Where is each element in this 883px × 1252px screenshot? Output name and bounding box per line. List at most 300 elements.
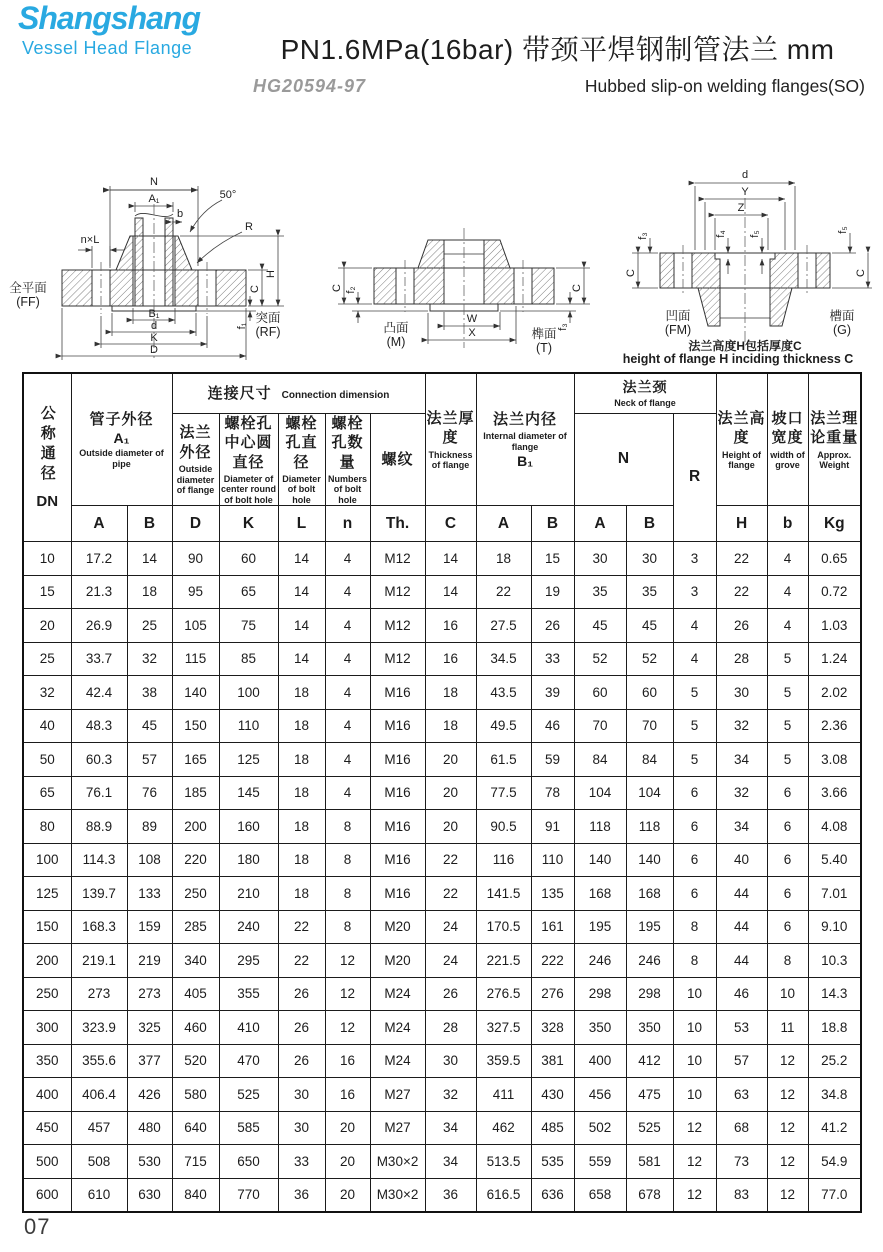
table-cell: 32 <box>716 709 767 743</box>
table-cell: 18 <box>278 676 325 710</box>
table-cell: 300 <box>23 1011 71 1045</box>
table-cell: 5 <box>673 743 716 777</box>
table-cell: 405 <box>172 977 219 1011</box>
table-cell: M16 <box>370 676 425 710</box>
table-cell: 5 <box>673 676 716 710</box>
table-cell: 26 <box>278 977 325 1011</box>
table-cell: 22 <box>425 843 476 877</box>
dim-label-C-right: C <box>855 269 867 277</box>
table-cell: 22 <box>278 910 325 944</box>
table-cell: 22 <box>716 542 767 576</box>
table-cell: 84 <box>574 743 626 777</box>
table-cell: 60 <box>626 676 673 710</box>
col-header-flange-od: 法兰外径 Outside diameter of flange <box>172 413 219 506</box>
table-row <box>23 575 861 609</box>
dim-label-C-left: C <box>331 284 343 292</box>
table-cell: 20 <box>425 743 476 777</box>
table-cell: 168.3 <box>71 910 127 944</box>
table-cell: 25 <box>127 609 172 643</box>
table-cell: 10 <box>673 1044 716 1078</box>
table-cell: 33 <box>531 642 574 676</box>
table-cell: 1.24 <box>808 642 861 676</box>
table-cell: 34 <box>716 810 767 844</box>
table-cell: 400 <box>23 1078 71 1112</box>
table-cell: 5 <box>767 743 808 777</box>
table-cell: 40 <box>23 709 71 743</box>
table-cell: 381 <box>531 1044 574 1078</box>
table-cell: 18 <box>278 843 325 877</box>
face-label-m-cn: 凸面 <box>383 321 409 335</box>
table-cell: 105 <box>172 609 219 643</box>
table-cell: 457 <box>71 1111 127 1145</box>
table-cell: 535 <box>531 1145 574 1179</box>
table-cell: 12 <box>767 1145 808 1179</box>
table-row <box>23 676 861 710</box>
table-cell: 45 <box>127 709 172 743</box>
col-header-thickness: 法兰厚度 Thickness of flange <box>425 373 476 506</box>
table-cell: 475 <box>626 1078 673 1112</box>
table-cell: 141.5 <box>476 877 531 911</box>
table-cell: 90 <box>172 542 219 576</box>
table-cell: 26 <box>425 977 476 1011</box>
table-cell: 89 <box>127 810 172 844</box>
table-cell: 34 <box>425 1145 476 1179</box>
table-cell: 8 <box>325 843 370 877</box>
table-cell: 20 <box>325 1178 370 1212</box>
table-cell: 298 <box>574 977 626 1011</box>
table-cell: 4 <box>325 709 370 743</box>
table-cell: 6 <box>673 877 716 911</box>
symbol-D: D <box>172 506 219 542</box>
table-cell: 400 <box>574 1044 626 1078</box>
symbol-b: b <box>767 506 808 542</box>
table-cell: 114.3 <box>71 843 127 877</box>
table-row <box>23 1044 861 1078</box>
table-cell: 46 <box>716 977 767 1011</box>
table-cell: 221.5 <box>476 944 531 978</box>
table-cell: 185 <box>172 776 219 810</box>
table-cell: 43.5 <box>476 676 531 710</box>
table-cell: 17.2 <box>71 542 127 576</box>
table-cell: 4 <box>673 642 716 676</box>
table-cell: 6 <box>767 776 808 810</box>
table-cell: 4 <box>325 642 370 676</box>
table-cell: 520 <box>172 1044 219 1078</box>
table-cell: 4 <box>767 609 808 643</box>
table-cell: 26.9 <box>71 609 127 643</box>
table-cell: 88.9 <box>71 810 127 844</box>
table-row <box>23 877 861 911</box>
table-cell: 20 <box>325 1111 370 1145</box>
table-cell: 658 <box>574 1178 626 1212</box>
table-cell: 580 <box>172 1078 219 1112</box>
col-header-height: 法兰高度 Height of flange <box>716 373 767 506</box>
table-cell: 32 <box>425 1078 476 1112</box>
table-cell: 12 <box>673 1178 716 1212</box>
logo-tagline: Vessel Head Flange <box>22 37 193 58</box>
table-cell: 4 <box>325 676 370 710</box>
table-cell: 219.1 <box>71 944 127 978</box>
table-cell: 54.9 <box>808 1145 861 1179</box>
table-cell: M16 <box>370 843 425 877</box>
table-cell: 195 <box>626 910 673 944</box>
table-cell: M20 <box>370 910 425 944</box>
col-header-pipe-od: 管子外径 A₁ Outside diameter of pipe <box>71 373 172 506</box>
table-cell: 24 <box>425 910 476 944</box>
table-cell: 410 <box>219 1011 278 1045</box>
table-cell: 14 <box>278 609 325 643</box>
table-cell: 10 <box>673 1078 716 1112</box>
table-row <box>23 776 861 810</box>
face-label-rf-cn: 突面 <box>255 311 281 325</box>
col-header-neck-r: R <box>673 413 716 542</box>
table-cell: 61.5 <box>476 743 531 777</box>
table-cell: 6 <box>767 877 808 911</box>
table-cell: 840 <box>172 1178 219 1212</box>
table-cell: 210 <box>219 877 278 911</box>
table-cell: 44 <box>716 877 767 911</box>
col-header-internal-d: 法兰内径 Internal diameter of flange B₁ <box>476 373 574 506</box>
table-cell: 39 <box>531 676 574 710</box>
table-cell: M20 <box>370 944 425 978</box>
face-label-g-cn: 槽面 <box>829 309 855 323</box>
page-title: PN1.6MPa(16bar) 带颈平焊钢制管法兰 mm <box>280 34 835 65</box>
dim-label-nxL: n×L <box>80 234 100 246</box>
table-cell: 139.7 <box>71 877 127 911</box>
table-cell: 525 <box>626 1111 673 1145</box>
table-cell: 770 <box>219 1178 278 1212</box>
standard-row <box>253 76 865 97</box>
symbol-n: n <box>325 506 370 542</box>
table-cell: 200 <box>172 810 219 844</box>
table-cell: 20 <box>425 810 476 844</box>
table-cell: 118 <box>574 810 626 844</box>
table-cell: 18 <box>278 709 325 743</box>
table-cell: 4 <box>325 575 370 609</box>
symbol-L: L <box>278 506 325 542</box>
table-cell: 57 <box>127 743 172 777</box>
table-cell: 168 <box>574 877 626 911</box>
table-cell: 30 <box>574 542 626 576</box>
table-cell: 359.5 <box>476 1044 531 1078</box>
table-cell: 170.5 <box>476 910 531 944</box>
table-row <box>23 1145 861 1179</box>
dim-label-d: d <box>150 320 158 332</box>
dim-label-d: d <box>741 169 749 181</box>
table-row <box>23 843 861 877</box>
table-row <box>23 1011 861 1045</box>
table-cell: 8 <box>673 944 716 978</box>
table-cell: 610 <box>71 1178 127 1212</box>
table-cell: 616.5 <box>476 1178 531 1212</box>
dim-label-Y: Y <box>741 186 749 198</box>
table-cell: 715 <box>172 1145 219 1179</box>
table-cell: 298 <box>626 977 673 1011</box>
table-cell: 460 <box>172 1011 219 1045</box>
table-cell: 15 <box>23 575 71 609</box>
table-cell: 246 <box>626 944 673 978</box>
dim-label-angle: 50° <box>219 189 237 201</box>
table-cell: 30 <box>278 1078 325 1112</box>
table-row <box>23 1078 861 1112</box>
table-cell: 161 <box>531 910 574 944</box>
dim-label-W: W <box>466 313 478 325</box>
table-cell: 41.2 <box>808 1111 861 1145</box>
table-cell: M16 <box>370 877 425 911</box>
table-cell: 25 <box>23 642 71 676</box>
table-cell: 8 <box>325 810 370 844</box>
table-cell: 22 <box>476 575 531 609</box>
table-cell: 50 <box>23 743 71 777</box>
table-cell: 12 <box>767 1111 808 1145</box>
col-header-thread: 螺纹 <box>370 413 425 506</box>
table-cell: 18 <box>278 877 325 911</box>
table-cell: 3.66 <box>808 776 861 810</box>
table-cell: 34 <box>425 1111 476 1145</box>
table-cell: 28 <box>716 642 767 676</box>
table-cell: 77.0 <box>808 1178 861 1212</box>
table-cell: 5.40 <box>808 843 861 877</box>
table-cell: 250 <box>172 877 219 911</box>
table-cell: 116 <box>476 843 531 877</box>
table-cell: 20 <box>325 1145 370 1179</box>
table-cell: 28 <box>425 1011 476 1045</box>
table-cell: 470 <box>219 1044 278 1078</box>
table-cell: 48.3 <box>71 709 127 743</box>
table-cell: 6 <box>767 810 808 844</box>
table-cell: 14 <box>127 542 172 576</box>
dim-label-C-left: C <box>625 269 637 277</box>
table-cell: 18 <box>278 810 325 844</box>
dim-label-f5: f₅ <box>749 230 761 238</box>
face-label-m-code: (M) <box>386 335 406 349</box>
flange-drawing-fm-g <box>620 158 882 366</box>
table-cell: 133 <box>127 877 172 911</box>
table-cell: 40 <box>716 843 767 877</box>
table-cell: 0.72 <box>808 575 861 609</box>
table-cell: 26 <box>278 1011 325 1045</box>
table-cell: 10 <box>673 977 716 1011</box>
table-cell: 24 <box>425 944 476 978</box>
table-cell: 73 <box>716 1145 767 1179</box>
table-cell: 70 <box>574 709 626 743</box>
table-row <box>23 542 861 576</box>
table-cell: 12 <box>767 1178 808 1212</box>
symbol-Th: Th. <box>370 506 425 542</box>
dim-label-A1: A₁ <box>148 193 160 205</box>
table-cell: 285 <box>172 910 219 944</box>
table-cell: 250 <box>23 977 71 1011</box>
table-row <box>23 977 861 1011</box>
col-header-connection: 连接尺寸 Connection dimension <box>172 373 425 413</box>
table-cell: 45 <box>626 609 673 643</box>
table-cell: 5 <box>767 676 808 710</box>
table-cell: 20 <box>23 609 71 643</box>
table-cell: 355.6 <box>71 1044 127 1078</box>
table-cell: 1.03 <box>808 609 861 643</box>
table-cell: 180 <box>219 843 278 877</box>
table-cell: 30 <box>716 676 767 710</box>
symbol-NB: B <box>626 506 673 542</box>
table-cell: 10 <box>23 542 71 576</box>
table-cell: 18 <box>127 575 172 609</box>
table-cell: 34.8 <box>808 1078 861 1112</box>
symbol-H: H <box>716 506 767 542</box>
table-cell: 26 <box>531 609 574 643</box>
table-cell: 350 <box>626 1011 673 1045</box>
dim-label-f3: f₃ <box>557 323 569 331</box>
table-cell: 14 <box>278 575 325 609</box>
table-cell: 53 <box>716 1011 767 1045</box>
table-cell: 36 <box>278 1178 325 1212</box>
table-cell: 60.3 <box>71 743 127 777</box>
symbol-A: A <box>71 506 127 542</box>
company-logo <box>18 2 248 59</box>
technical-drawings <box>0 156 883 366</box>
standard-number: HG20594-97 <box>253 76 367 96</box>
table-cell: 450 <box>23 1111 71 1145</box>
table-cell: M12 <box>370 609 425 643</box>
table-cell: 220 <box>172 843 219 877</box>
table-cell: 30 <box>278 1111 325 1145</box>
table-cell: 630 <box>127 1178 172 1212</box>
table-cell: 640 <box>172 1111 219 1145</box>
table-cell: 90.5 <box>476 810 531 844</box>
symbol-B1A: A <box>476 506 531 542</box>
table-cell: 15 <box>531 542 574 576</box>
table-cell: 18 <box>278 743 325 777</box>
symbol-row <box>23 506 861 542</box>
table-cell: 18.8 <box>808 1011 861 1045</box>
table-cell: 295 <box>219 944 278 978</box>
table-cell: M24 <box>370 1011 425 1045</box>
col-header-bolt-hole-n: 螺栓孔数量 Numbers of bolt hole <box>325 413 370 506</box>
table-cell: 35 <box>574 575 626 609</box>
dim-label-b: b <box>176 208 184 220</box>
table-row <box>23 944 861 978</box>
flange-drawing-ff-rf <box>4 158 304 363</box>
table-cell: M16 <box>370 709 425 743</box>
table-cell: 12 <box>673 1111 716 1145</box>
table-header <box>23 373 861 542</box>
dim-label-Z: Z <box>737 202 745 214</box>
dim-label-f1: f₁ <box>236 322 248 330</box>
table-cell: 411 <box>476 1078 531 1112</box>
table-cell: M16 <box>370 810 425 844</box>
table-cell: 44 <box>716 910 767 944</box>
table-row <box>23 1111 861 1145</box>
flange-spec-table <box>22 372 862 1213</box>
table-cell: 60 <box>574 676 626 710</box>
table-cell: 14.3 <box>808 977 861 1011</box>
table-cell: 525 <box>219 1078 278 1112</box>
table-cell: 150 <box>172 709 219 743</box>
col-header-neck: 法兰颈 Neck of flange <box>574 373 716 413</box>
face-label-ff-code: (FF) <box>16 295 40 309</box>
table-cell: 219 <box>127 944 172 978</box>
table-cell: 65 <box>23 776 71 810</box>
table-cell: 480 <box>127 1111 172 1145</box>
table-cell: 4 <box>673 609 716 643</box>
table-cell: 22 <box>716 575 767 609</box>
table-cell: 195 <box>574 910 626 944</box>
table-cell: 63 <box>716 1078 767 1112</box>
table-row <box>23 910 861 944</box>
table-cell: 8 <box>325 910 370 944</box>
table-cell: 4.08 <box>808 810 861 844</box>
table-cell: 585 <box>219 1111 278 1145</box>
table-cell: 325 <box>127 1011 172 1045</box>
table-cell: 45 <box>574 609 626 643</box>
table-cell: 44 <box>716 944 767 978</box>
table-cell: M16 <box>370 743 425 777</box>
table-cell: 140 <box>172 676 219 710</box>
table-cell: 165 <box>172 743 219 777</box>
table-cell: 65 <box>219 575 278 609</box>
table-cell: 4 <box>325 743 370 777</box>
table-cell: 36 <box>425 1178 476 1212</box>
table-cell: 636 <box>531 1178 574 1212</box>
table-cell: 75 <box>219 609 278 643</box>
table-cell: 559 <box>574 1145 626 1179</box>
table-cell: 3 <box>673 575 716 609</box>
table-cell: 22 <box>278 944 325 978</box>
table-cell: 140 <box>626 843 673 877</box>
table-cell: 26 <box>716 609 767 643</box>
dim-label-f2: f₂ <box>345 286 357 294</box>
table-cell: 16 <box>425 642 476 676</box>
table-cell: 91 <box>531 810 574 844</box>
table-cell: 222 <box>531 944 574 978</box>
face-label-rf-code: (RF) <box>255 325 281 339</box>
table-cell: 168 <box>626 877 673 911</box>
table-cell: 76.1 <box>71 776 127 810</box>
table-cell: 4 <box>767 542 808 576</box>
table-cell: 240 <box>219 910 278 944</box>
col-header-bolt-hole-d: 螺栓孔直径 Diameter of bolt hole <box>278 413 325 506</box>
col-header-weight: 法兰理论重量 Approx. Weight <box>808 373 861 506</box>
table-row <box>23 709 861 743</box>
table-cell: 35 <box>626 575 673 609</box>
table-cell: 33.7 <box>71 642 127 676</box>
face-label-t-cn: 榫面 <box>531 327 557 341</box>
symbol-C: C <box>425 506 476 542</box>
table-cell: 323.9 <box>71 1011 127 1045</box>
drawing-caption-en: height of flange H inciding thickness C <box>622 352 854 366</box>
table-cell: 4 <box>325 609 370 643</box>
table-cell: 200 <box>23 944 71 978</box>
symbol-Kg: Kg <box>808 506 861 542</box>
table-cell: 8 <box>673 910 716 944</box>
spec-table-body <box>23 542 861 1212</box>
table-cell: 350 <box>23 1044 71 1078</box>
table-cell: 456 <box>574 1078 626 1112</box>
col-header-groove-width: 坡口宽度 width of grove <box>767 373 808 506</box>
table-cell: 508 <box>71 1145 127 1179</box>
table-cell: 160 <box>219 810 278 844</box>
col-header-bolt-circle: 螺栓孔中心圆直径 Diameter of center round of bolt hole <box>220 414 276 505</box>
table-cell: 500 <box>23 1145 71 1179</box>
table-cell: 513.5 <box>476 1145 531 1179</box>
table-cell: 12 <box>325 944 370 978</box>
table-cell: 20 <box>425 776 476 810</box>
face-label-fm-code: (FM) <box>664 323 692 337</box>
table-cell: 2.02 <box>808 676 861 710</box>
table-cell: 406.4 <box>71 1078 127 1112</box>
drawing-caption-cn: 法兰高度H包括厚度C <box>688 339 802 353</box>
dim-label-R: R <box>245 221 253 233</box>
table-cell: 32 <box>127 642 172 676</box>
